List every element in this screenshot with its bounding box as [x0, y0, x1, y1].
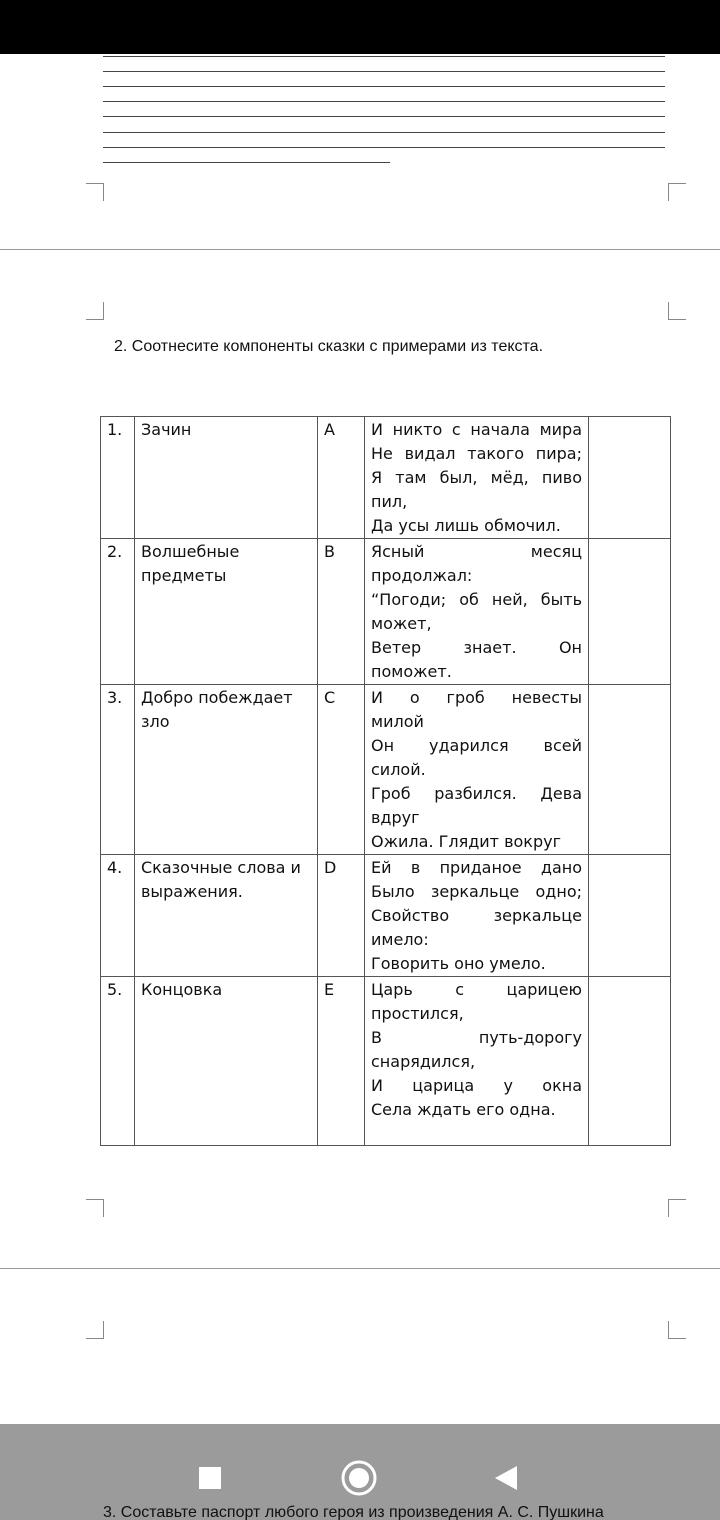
row-number: 5.	[101, 977, 135, 1146]
component-cell: Сказочные слова и выражения.	[135, 855, 318, 977]
answer-cell	[589, 539, 671, 685]
example-line: Говорить оно умело.	[371, 954, 546, 973]
example-cell	[365, 855, 589, 977]
example-line: поможет.	[371, 662, 452, 681]
example-cell	[365, 685, 589, 855]
example-line: Он ударился всей	[371, 736, 582, 755]
letter-cell: D	[318, 855, 365, 977]
table-row	[101, 417, 671, 539]
example-line: Царь с царицею	[371, 980, 582, 999]
example-cell	[365, 417, 589, 539]
square-icon	[199, 1467, 221, 1489]
answer-cell	[589, 417, 671, 539]
page-corner-mark	[86, 1199, 104, 1217]
component-cell: Концовка	[135, 977, 318, 1146]
example-line: Свойство зеркальце	[371, 906, 582, 925]
answer-cell	[589, 685, 671, 855]
row-number: 2.	[101, 539, 135, 685]
answer-line	[103, 101, 665, 102]
answer-line	[103, 147, 665, 148]
component-cell: Волшебные предметы	[135, 539, 318, 685]
example-line: Ей в приданое дано	[371, 858, 582, 877]
answer-line	[103, 71, 665, 72]
document-page-1	[0, 54, 720, 249]
example-line: снарядился,	[371, 1052, 476, 1071]
component-cell: Добро побеждает зло	[135, 685, 318, 855]
letter-cell: A	[318, 417, 365, 539]
row-number: 4.	[101, 855, 135, 977]
example-line: вдруг	[371, 808, 420, 827]
example-line: Ожила. Глядит вокруг	[371, 832, 561, 851]
row-number: 1.	[101, 417, 135, 539]
circle-icon	[340, 1459, 378, 1497]
example-line: И никто с начала мира	[371, 420, 582, 439]
document-page-3	[0, 1269, 720, 1424]
answer-cell	[589, 977, 671, 1146]
letter-cell: C	[318, 685, 365, 855]
letter-cell: E	[318, 977, 365, 1146]
page-corner-mark	[668, 1321, 686, 1339]
example-cell	[365, 977, 589, 1146]
answer-line	[103, 132, 665, 133]
example-line: И царица у окна	[371, 1076, 582, 1095]
example-line: В путь-дорогу	[371, 1028, 582, 1047]
table-row	[101, 539, 671, 685]
navigation-bar	[0, 1424, 720, 1520]
page-corner-mark	[86, 1321, 104, 1339]
page-corner-mark	[668, 183, 686, 201]
example-line: Было зеркальце одно;	[371, 882, 582, 901]
task-3-title: 3. Составьте паспорт любого героя из произведения А. С. Пушкина	[103, 1504, 604, 1520]
letter-cell: B	[318, 539, 365, 685]
back-button[interactable]	[482, 1454, 530, 1502]
home-button[interactable]	[335, 1454, 383, 1502]
status-bar	[0, 0, 720, 54]
answer-line	[103, 116, 665, 117]
example-line: продолжал:	[371, 566, 473, 585]
page-corner-mark	[668, 1199, 686, 1217]
page-corner-mark	[668, 302, 686, 320]
example-line: Ясный месяц	[371, 542, 582, 561]
example-line: И о гроб невесты	[371, 688, 582, 707]
task-2-title: 2. Соотнесите компоненты сказки с примерами из текста.	[114, 338, 544, 355]
example-line: Ветер знает. Он	[371, 638, 582, 657]
example-line: Я там был, мёд, пиво	[371, 468, 582, 487]
answer-cell	[589, 855, 671, 977]
example-line: силой.	[371, 760, 426, 779]
table-row	[101, 977, 671, 1146]
example-line: Гроб разбился. Дева	[371, 784, 582, 803]
recents-button[interactable]	[186, 1454, 234, 1502]
example-line: Да усы лишь обмочил.	[371, 516, 561, 535]
page-corner-mark	[86, 183, 104, 201]
example-line: милой	[371, 712, 424, 731]
example-line: Села ждать его одна.	[371, 1100, 556, 1119]
table-row	[101, 855, 671, 977]
matching-table	[100, 416, 671, 1146]
component-cell: Зачин	[135, 417, 318, 539]
example-line: “Погоди; об ней, быть	[371, 590, 582, 609]
example-line: имело:	[371, 930, 429, 949]
example-cell	[365, 539, 589, 685]
example-line: простился,	[371, 1004, 464, 1023]
row-number: 3.	[101, 685, 135, 855]
answer-line	[103, 162, 390, 163]
example-line: пил,	[371, 492, 408, 511]
triangle-back-icon	[493, 1465, 519, 1491]
page-corner-mark	[86, 302, 104, 320]
example-line: может,	[371, 614, 432, 633]
answer-line	[103, 86, 665, 87]
answer-line	[103, 56, 665, 57]
table-row	[101, 685, 671, 855]
example-line: Не видал такого пира;	[371, 444, 582, 463]
